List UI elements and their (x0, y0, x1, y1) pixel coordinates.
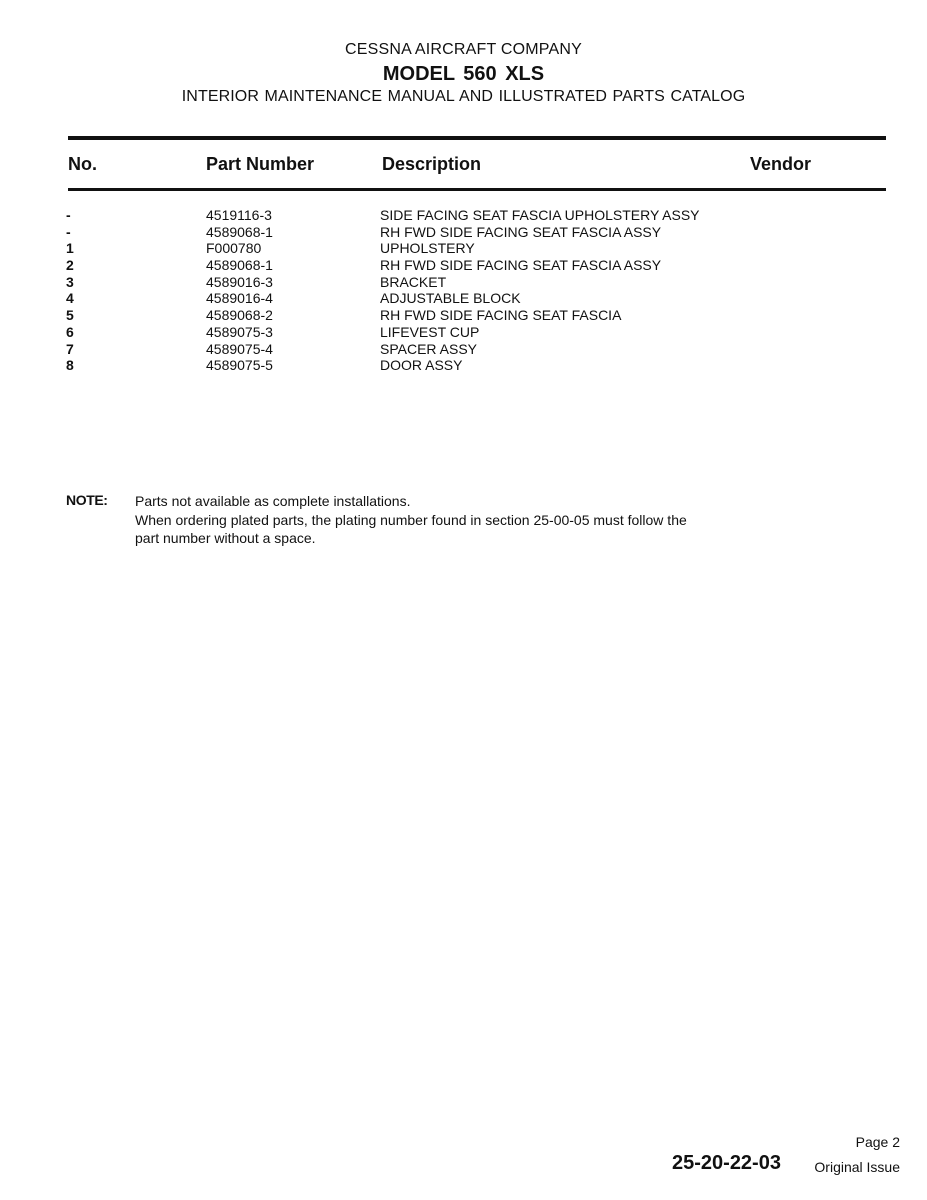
table-header-rule (68, 188, 886, 191)
issue-label: Original Issue (814, 1159, 900, 1175)
table-row (0, 341, 927, 358)
part-number: 4589016-4 (206, 290, 273, 307)
part-description: RH FWD SIDE FACING SEAT FASCIA ASSY (380, 223, 662, 240)
column-header-part-number: Part Number (206, 154, 315, 174)
part-description: ADJUSTABLE BLOCK (380, 290, 521, 307)
part-description: SIDE FACING SEAT FASCIA UPHOLSTERY ASSY (380, 207, 700, 223)
table-row (0, 257, 927, 274)
note-label: NOTE: (66, 492, 108, 508)
note-line: When ordering plated parts, the plating number found in section 25-00-05 must follow the (135, 511, 687, 528)
table-row (0, 207, 927, 224)
column-header-description: Description (382, 154, 482, 174)
table-row (0, 240, 927, 257)
table-row (0, 307, 927, 324)
part-description: BRACKET (380, 273, 447, 290)
company-name: CESSNA AIRCRAFT COMPANY (345, 41, 582, 58)
column-header-no: No. (68, 154, 97, 174)
item-number: 3 (66, 273, 74, 290)
page-number: Page 2 (855, 1134, 900, 1150)
part-number: 4589075-5 (206, 357, 273, 374)
item-number: - (66, 207, 71, 223)
table-row (0, 357, 927, 374)
manual-title: INTERIOR MAINTENANCE MANUAL AND ILLUSTRATED PARTS CATALOG (181, 88, 746, 105)
table-row (0, 290, 927, 307)
part-number: 4589075-4 (206, 340, 273, 357)
table-top-rule (68, 136, 886, 140)
part-number: 4589075-3 (206, 323, 273, 340)
part-description: LIFEVEST CUP (380, 323, 480, 340)
note-line: part number without a space. (135, 530, 316, 546)
model-title: MODEL 560 XLS (382, 63, 545, 85)
part-description: DOOR ASSY (380, 357, 463, 374)
item-number: - (66, 223, 71, 240)
column-header-vendor: Vendor (750, 154, 812, 174)
part-number: 4519116-3 (206, 207, 272, 223)
item-number: 1 (66, 240, 74, 257)
item-number: 2 (66, 257, 74, 274)
item-number: 6 (66, 323, 74, 340)
table-row (0, 324, 927, 341)
part-description: RH FWD SIDE FACING SEAT FASCIA ASSY (380, 257, 662, 274)
part-number: 4589068-2 (206, 307, 273, 324)
part-number: 4589068-1 (206, 223, 273, 240)
table-row (0, 274, 927, 291)
part-number: F000780 (206, 240, 262, 257)
part-description: UPHOLSTERY (380, 240, 475, 257)
note-line: Parts not available as complete installations. (135, 493, 411, 509)
part-description: RH FWD SIDE FACING SEAT FASCIA (380, 307, 622, 324)
part-description: SPACER ASSY (380, 340, 478, 357)
item-number: 8 (66, 357, 74, 374)
part-number: 4589016-3 (206, 273, 273, 290)
table-row (0, 224, 927, 241)
item-number: 5 (66, 307, 74, 324)
part-number: 4589068-1 (206, 257, 273, 274)
note-text (135, 492, 687, 548)
document-number: 25-20-22-03 (672, 1152, 781, 1174)
parts-list (0, 207, 927, 374)
item-number: 4 (66, 290, 74, 307)
item-number: 7 (66, 340, 74, 357)
